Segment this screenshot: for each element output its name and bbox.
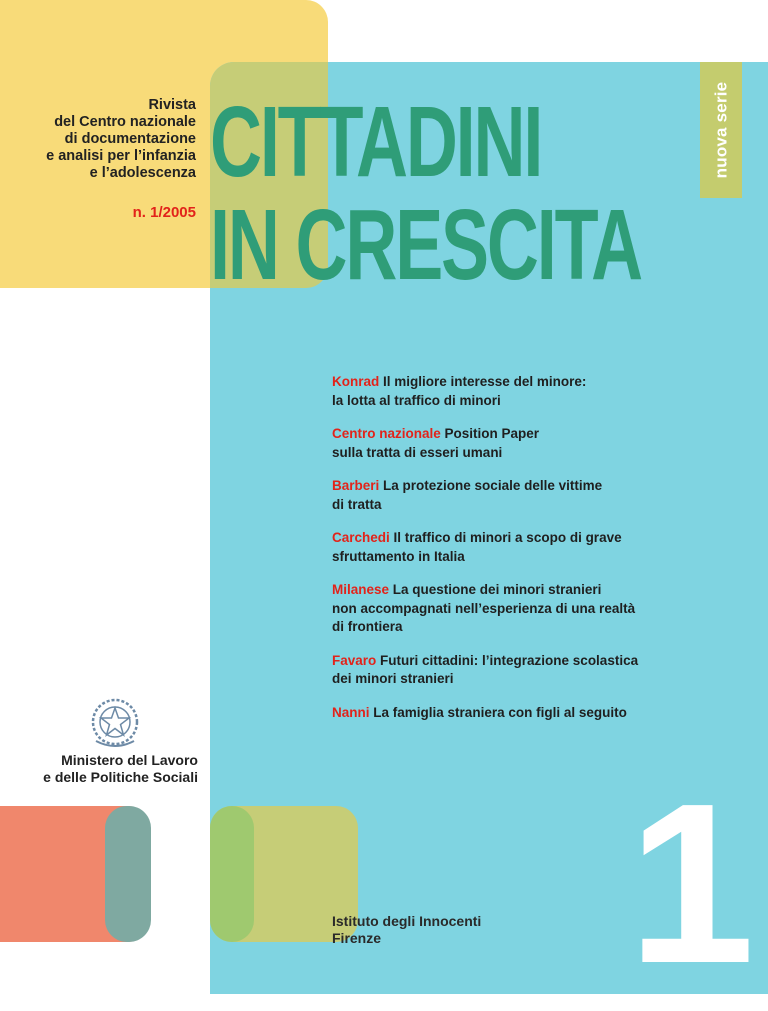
side-tab — [700, 62, 742, 198]
decorative-shape — [105, 806, 151, 942]
ministry-line: Ministero del Lavoro — [61, 752, 198, 768]
toc-title-line: La questione dei minori stranieri — [392, 582, 602, 597]
ministry-line: e delle Politiche Sociali — [43, 769, 198, 785]
toc-title-line: Futuri cittadini: l’integrazione scolastica — [380, 652, 639, 668]
toc-title-line: la lotta al traffico di minori — [332, 392, 501, 408]
italian-republic-emblem-icon — [86, 695, 144, 753]
toc-title-line: La famiglia straniera con figli al seguito — [373, 704, 627, 720]
big-issue-numeral: 1 — [628, 757, 755, 1011]
toc-item — [332, 704, 652, 723]
toc-item — [332, 373, 652, 410]
masthead — [40, 97, 196, 182]
toc-author: Carchedi — [332, 530, 390, 545]
publisher-line: Istituto degli Innocenti — [332, 913, 482, 929]
toc-author: Nanni — [332, 704, 370, 720]
toc-title-line: non accompagnati nell’esperienza di una realtà — [332, 600, 636, 616]
toc-title-line: dei minori stranieri — [332, 671, 454, 686]
masthead-line: e l’adolescenza — [89, 165, 196, 181]
toc-item — [332, 477, 652, 514]
toc-title-line: La protezione sociale delle vittime — [383, 478, 603, 493]
toc-title-line: Il traffico di minori a scopo di grave — [393, 530, 622, 545]
ministry-name — [30, 752, 198, 786]
toc-item — [332, 652, 652, 689]
table-of-contents — [332, 373, 652, 737]
toc-title-line: Position Paper — [444, 426, 540, 441]
toc-title-line: di tratta — [332, 496, 382, 512]
journal-title-line-2: IN CRESCITA — [210, 189, 641, 301]
toc-author: Milanese — [332, 582, 390, 597]
decorative-shape — [210, 806, 254, 942]
toc-author: Barberi — [332, 478, 380, 493]
toc-title-line: di frontiera — [332, 619, 403, 634]
issue-number: n. 1/2005 — [132, 204, 196, 221]
masthead-line: e analisi per l’infanzia — [46, 148, 196, 164]
toc-author: Konrad — [332, 374, 380, 389]
toc-item — [332, 529, 652, 566]
toc-author: Centro nazionale — [332, 426, 441, 441]
journal-title-line-1: CITTADINI — [210, 86, 542, 198]
masthead-line: del Centro nazionale — [54, 114, 196, 130]
masthead-line: Rivista — [148, 97, 196, 113]
toc-title-line: sulla tratta di esseri umani — [332, 444, 503, 460]
toc-title-line: Il migliore interesse del minore: — [383, 374, 587, 389]
toc-item — [332, 581, 652, 637]
toc-item — [332, 425, 652, 462]
side-tab-label: nuova serie — [711, 81, 731, 179]
masthead-line: di documentazione — [64, 131, 196, 147]
toc-author: Favaro — [332, 652, 377, 668]
publisher — [332, 913, 481, 947]
publisher-line: Firenze — [332, 930, 382, 946]
toc-title-line: sfruttamento in Italia — [332, 548, 465, 564]
